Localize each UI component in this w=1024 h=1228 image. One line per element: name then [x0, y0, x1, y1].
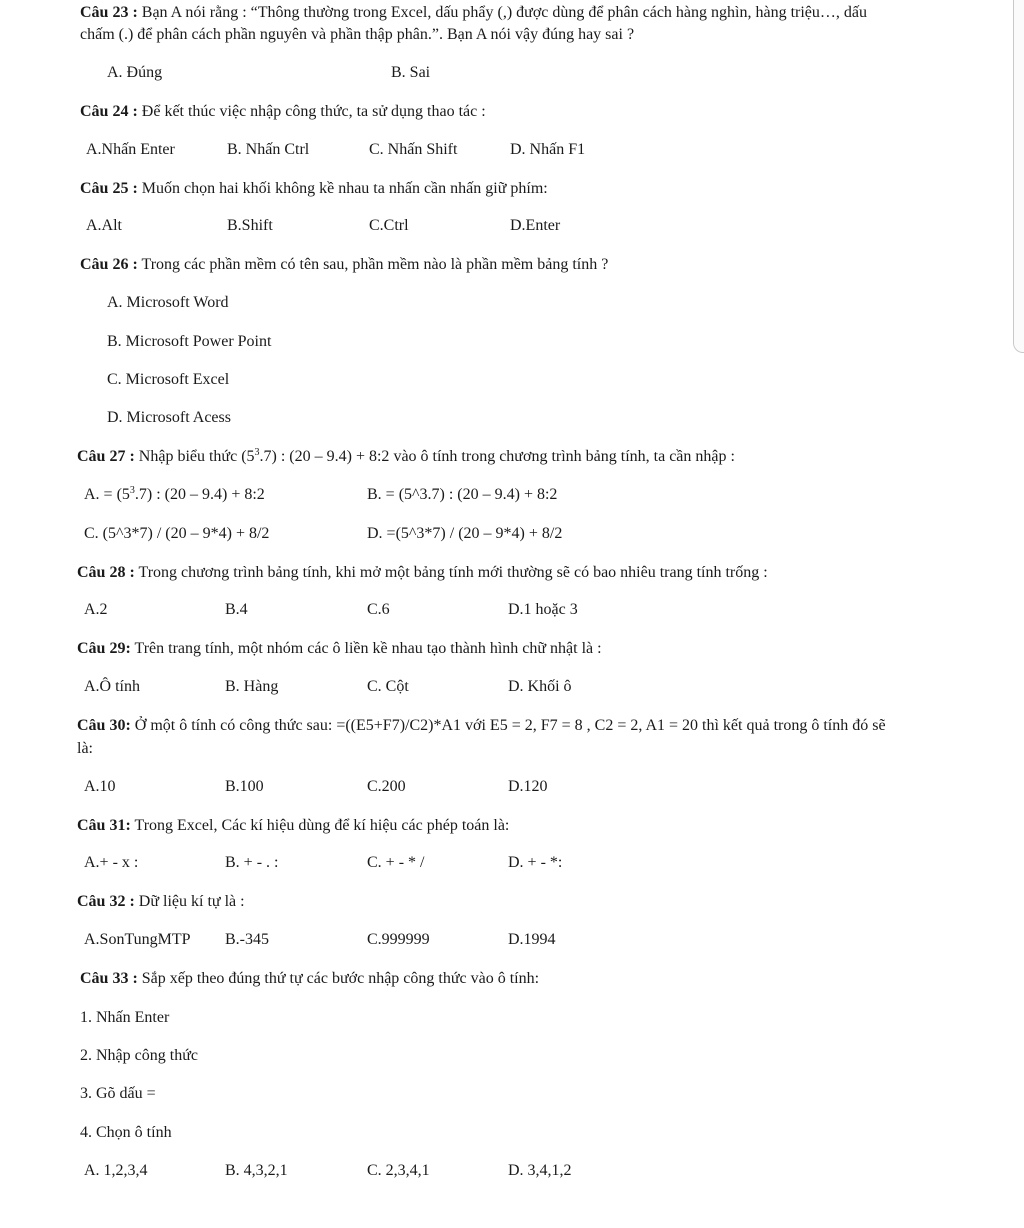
q23-option-a: A. Đúng: [107, 64, 163, 81]
q25-text: Muốn chọn hai khối không kề nhau ta nhấn cần nhấn giữ phím:: [137, 180, 548, 197]
q23-option-b: B. Sai: [391, 64, 431, 81]
q33-step-1: 1. Nhấn Enter: [80, 1009, 170, 1026]
q24-option-a: A.Nhấn Enter: [86, 141, 175, 158]
q26-question: [80, 255, 608, 275]
q27-question: [77, 447, 735, 467]
q33-option-c: C. 2,3,4,1: [367, 1162, 430, 1179]
q29-option-a: A.Ô tính: [84, 678, 140, 695]
q33-option-a: A. 1,2,3,4: [84, 1162, 148, 1179]
q27-option-b: B. = (5^3.7) : (20 – 9.4) + 8:2: [367, 486, 558, 503]
q30-head: Câu 30:: [77, 717, 131, 734]
q28-text: Trong chương trình bảng tính, khi mở một bảng tính mới thường sẽ có bao nhiêu trang tính trống :: [134, 564, 768, 581]
q33-text: Sắp xếp theo đúng thứ tự các bước nhập công thức vào ô tính:: [137, 970, 540, 987]
q28-question: [77, 563, 768, 583]
q30-question: [77, 716, 886, 736]
q30-option-c: C.200: [367, 778, 406, 795]
q26-head: Câu 26 :: [80, 256, 138, 273]
q31-option-d: D. + - *:: [508, 854, 563, 871]
q26-text: Trong các phần mềm có tên sau, phần mềm nào là phần mềm bảng tính ?: [137, 256, 609, 273]
q24-head: Câu 24 :: [80, 103, 138, 120]
q29-option-c: C. Cột: [367, 678, 409, 695]
q24-option-d: D. Nhấn F1: [510, 141, 586, 158]
q31-question: [77, 816, 509, 836]
q33-option-b: B. 4,3,2,1: [225, 1162, 288, 1179]
q30-option-b: B.100: [225, 778, 264, 795]
q27-option-a-part1: A. = (5: [84, 486, 130, 503]
q25-option-c: C.Ctrl: [369, 217, 409, 234]
q26-option-d: D. Microsoft Acess: [107, 409, 231, 426]
q25-question: [80, 179, 548, 199]
q26-option-a: A. Microsoft Word: [107, 294, 229, 311]
q31-head: Câu 31:: [77, 817, 131, 834]
q23-head: Câu 23 :: [80, 4, 138, 21]
q24-option-c: C. Nhấn Shift: [369, 141, 458, 158]
q25-option-b: B.Shift: [227, 217, 273, 234]
q27-expression: [241, 448, 389, 465]
q27-post: vào ô tính trong chương trình bảng tính, ta cần nhập :: [389, 448, 735, 465]
q28-option-b: B.4: [225, 601, 248, 618]
page-edge-scrollbar: [1013, 0, 1024, 353]
q27-option-a-exponent: 3: [129, 485, 135, 496]
q32-head: Câu 32 :: [77, 893, 135, 910]
q24-option-b: B. Nhấn Ctrl: [227, 141, 310, 158]
q33-step-2: 2. Nhập công thức: [80, 1047, 198, 1064]
q29-question: [77, 639, 602, 659]
q25-option-a: A.Alt: [86, 217, 122, 234]
q29-option-b: B. Hàng: [225, 678, 279, 695]
q30-option-a: A.10: [84, 778, 116, 795]
q27-expr-exponent: 3: [254, 447, 260, 458]
q29-text: Trên trang tính, một nhóm các ô liền kề nhau tạo thành hình chữ nhật là :: [130, 640, 602, 657]
q27-option-d: D. =(5^3*7) / (20 – 9*4) + 8/2: [367, 525, 563, 542]
q33-step-3: 3. Gõ dấu =: [80, 1085, 156, 1102]
q24-question: [80, 102, 486, 122]
q33-question: [80, 969, 539, 989]
q28-head: Câu 28 :: [77, 564, 135, 581]
q27-option-a-part2: .7) : (20 – 9.4) + 8:2: [134, 486, 265, 503]
q27-expr-b: .7) : (20 – 9.4) + 8:2: [259, 448, 390, 465]
q30-text-line2: là:: [77, 740, 93, 757]
q27-option-c: C. (5^3*7) / (20 – 9*4) + 8/2: [84, 525, 270, 542]
q30-text-line1: Ở một ô tính có công thức sau: =((E5+F7)/C2)*A1 với E5 = 2, F7 = 8 , C2 = 2, A1 = 20 thì kết quả trong ô tính đó sẽ: [130, 717, 886, 734]
q28-option-c: C.6: [367, 601, 390, 618]
q32-option-b: B.-345: [225, 931, 269, 948]
q33-option-d: D. 3,4,1,2: [508, 1162, 572, 1179]
q29-option-d: D. Khối ô: [508, 678, 572, 695]
q23-text-line1: Bạn A nói rằng : “Thông thường trong Excel, dấu phẩy (,) được dùng để phân cách hàng nghìn, hàng triệu…, dấu: [137, 4, 867, 21]
q30-option-d: D.120: [508, 778, 548, 795]
q27-head: Câu 27 :: [77, 448, 135, 465]
q28-option-d: D.1 hoặc 3: [508, 601, 578, 618]
q27-option-a: [84, 485, 265, 505]
q23-question: [80, 3, 867, 23]
q25-option-d: D.Enter: [510, 217, 561, 234]
q24-text: Để kết thúc việc nhập công thức, ta sử dụng thao tác :: [137, 103, 486, 120]
q31-option-b: B. + - . :: [225, 854, 279, 871]
q33-step-4: 4. Chọn ô tính: [80, 1124, 172, 1141]
q25-head: Câu 25 :: [80, 180, 138, 197]
q33-head: Câu 33 :: [80, 970, 138, 987]
q23-text-line2: chấm (.) để phân cách phần nguyên và phần thập phân.”. Bạn A nói vậy đúng hay sai ?: [80, 26, 635, 43]
q32-text: Dữ liệu kí tự là :: [134, 893, 245, 910]
q32-option-d: D.1994: [508, 931, 556, 948]
q26-option-b: B. Microsoft Power Point: [107, 333, 272, 350]
q29-head: Câu 29:: [77, 640, 131, 657]
q32-option-a: A.SonTungMTP: [84, 931, 191, 948]
q31-text: Trong Excel, Các kí hiệu dùng để kí hiệu các phép toán là:: [130, 817, 510, 834]
q31-option-a: A.+ - x :: [84, 854, 139, 871]
q32-question: [77, 892, 245, 912]
q32-option-c: C.999999: [367, 931, 430, 948]
q28-option-a: A.2: [84, 601, 108, 618]
q27-pre: Nhập biểu thức: [134, 448, 242, 465]
q31-option-c: C. + - * /: [367, 854, 425, 871]
q26-option-c: C. Microsoft Excel: [107, 371, 230, 388]
q27-expr-a: (5: [241, 448, 255, 465]
